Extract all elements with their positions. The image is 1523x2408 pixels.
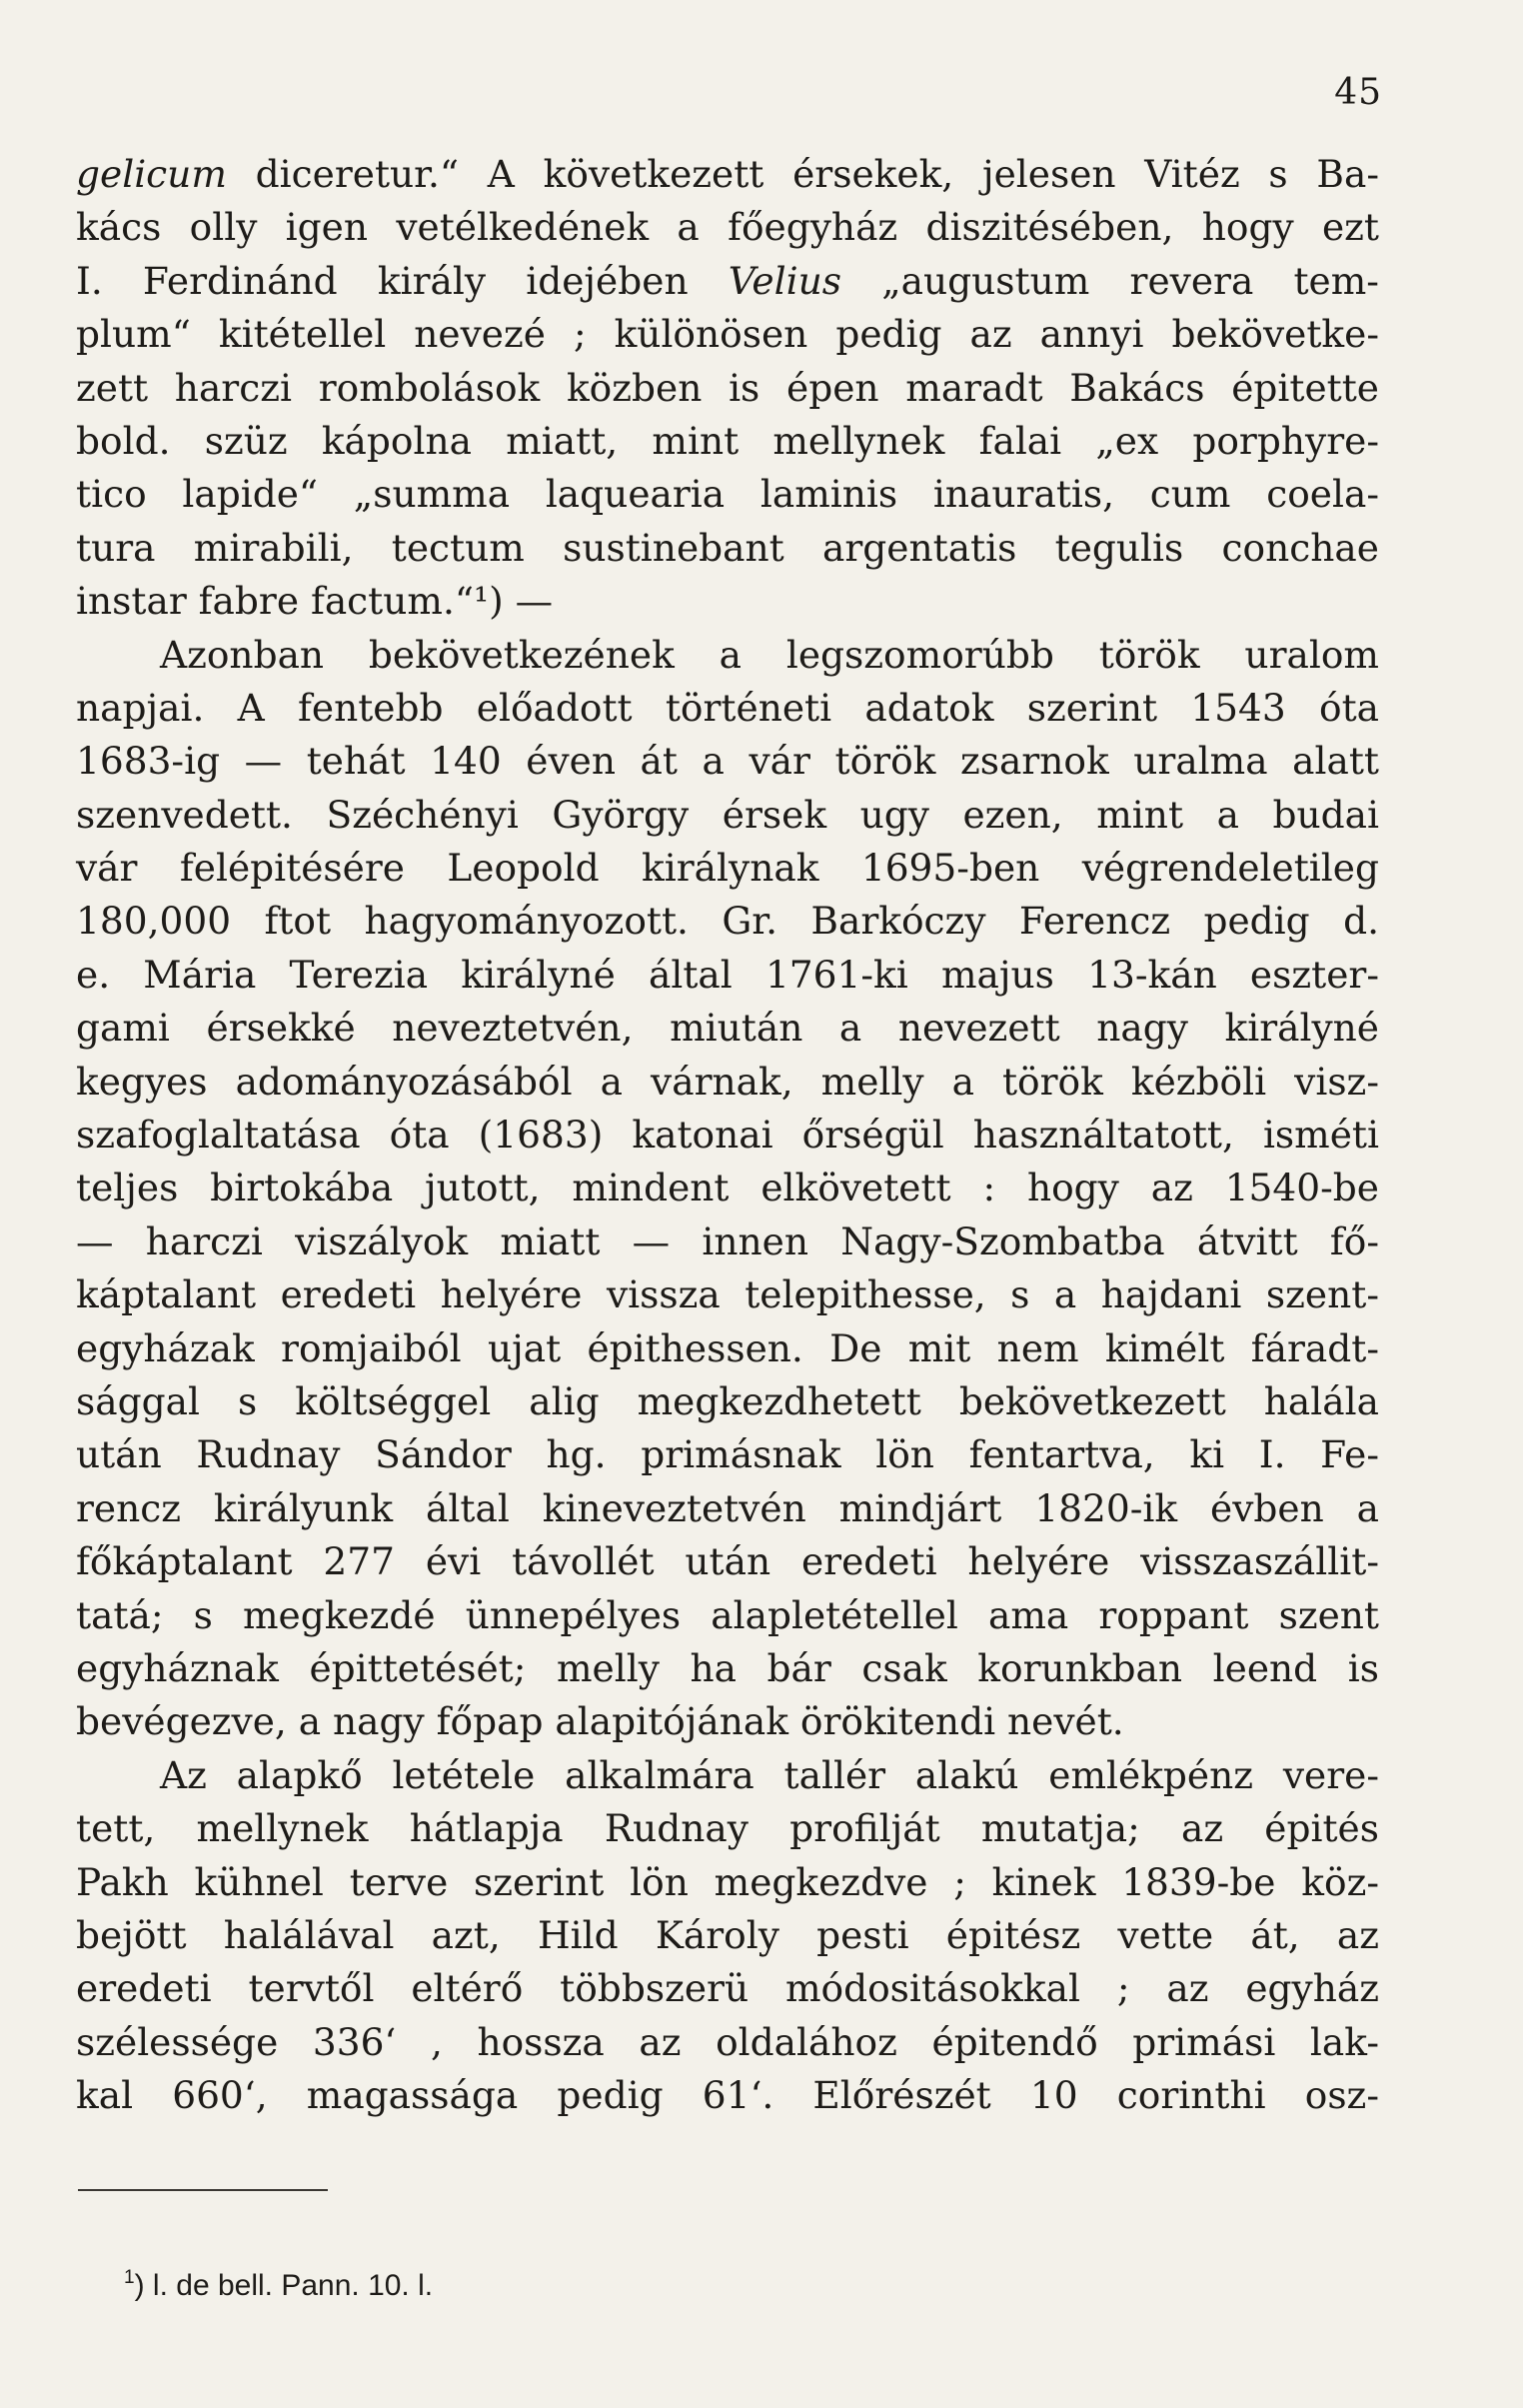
- text-line-27: főkáptalant 277 évi távollét után eredeti helyére visszaszállit-: [76, 1539, 1379, 1584]
- text-line-3-end: „augustum revera tem-: [841, 258, 1379, 303]
- text-line-31: Az alapkő letétele alkalmára tallér alakú emlékpénz vere-: [160, 1752, 1379, 1797]
- text-line-3-start: I. Ferdinánd király idejében: [76, 258, 729, 303]
- text-line-7: tico lapide“ „summa laquearia laminis inauratis, cum coela-: [76, 472, 1379, 517]
- text-line-30: bevégezve, a nagy főpap alapitójának örökitendi nevét.: [76, 1699, 1124, 1744]
- text-line-3: [76, 255, 1379, 308]
- text-line-15: 180,000 ftot hagyományozott. Gr. Barkóczy Ferencz pedig d.: [76, 899, 1379, 944]
- text-line-33: Pakh kühnel terve szerint lön megkezdve ; kinek 1839-be köz-: [76, 1859, 1379, 1904]
- text-line-23: egyházak romjaiból ujat épithessen. De mit nem kimélt fáradt-: [76, 1325, 1379, 1370]
- text-line-14: vár felépitésére Leopold királynak 1695-ben végrendeletileg: [76, 846, 1379, 891]
- footnote: [124, 2260, 433, 2304]
- footnote-text: l. de bell. Pann. 10. l.: [152, 2269, 434, 2302]
- footnote-marker: 1: [124, 2267, 135, 2288]
- page-number: 45: [1334, 72, 1382, 113]
- text-line-5: zett harczi rombolások közben is épen maradt Bakács épitette: [76, 365, 1379, 410]
- text-line-22: káptalant eredeti helyére vissza telepithesse, s a hajdani szent-: [76, 1272, 1379, 1317]
- text-line-19: szafoglaltatása óta (1683) katonai őrségül használtatott, isméti: [76, 1113, 1379, 1158]
- text-line-37: kal 660‘, magassága pedig 61‘. Előrészét 10 corinthi osz-: [76, 2073, 1379, 2118]
- text-line-8: tura mirabili, tectum sustinebant argentatis tegulis conchae: [76, 525, 1379, 570]
- text-line-32: tett, mellynek hátlapja Rudnay profilját mutatja; az épités: [76, 1806, 1379, 1851]
- text-line-25: után Rudnay Sándor hg. primásnak lön fentartva, ki I. Fe-: [76, 1432, 1379, 1477]
- text-line-35: eredeti tervtől eltérő többszerü módositásokkal ; az egyház: [76, 1966, 1379, 2011]
- text-line-11: napjai. A fentebb előadott történeti adatok szerint 1543 óta: [76, 685, 1379, 730]
- text-line-1-rest: diceretur.“ A következett érsekek, jelesen Vitéz s Ba-: [226, 152, 1379, 196]
- text-line-29: egyháznak épittetését; melly ha bár csak korunkban leend is: [76, 1645, 1379, 1690]
- text-line-6: bold. szüz kápolna miatt, mint mellynek falai „ex porphyre-: [76, 418, 1379, 463]
- italic-word-velius: Velius: [728, 258, 842, 303]
- text-line-1: [76, 148, 1379, 201]
- text-line-26: rencz királyunk által kineveztetvén mindjárt 1820-ik évben a: [76, 1485, 1379, 1530]
- text-line-17: gami érsekké neveztetvén, miután a nevezett nagy királyné: [76, 1006, 1379, 1051]
- text-line-2: kács olly igen vetélkedének a főegyház diszitésében, hogy ezt: [76, 205, 1379, 250]
- text-line-20: teljes birtokába jutott, mindent elkövetett : hogy az 1540-be: [76, 1166, 1379, 1210]
- text-line-12: 1683-ig — tehát 140 éven át a vár török zsarnok uralma alatt: [76, 739, 1379, 784]
- text-line-4: plum“ kitétellel nevezé ; különösen pedig az annyi bekövetke-: [76, 312, 1379, 357]
- text-line-28: tatá; s megkezdé ünnepélyes alapletétellel ama roppant szent: [76, 1592, 1379, 1637]
- text-line-9: instar fabre factum.“¹) —: [76, 579, 554, 624]
- text-line-10: Azonban bekövetkezének a legszomorúbb török uralom: [160, 632, 1379, 677]
- text-line-24: sággal s költséggel alig megkezdhetett bekövetkezett halála: [76, 1378, 1379, 1423]
- text-line-34: bejött halálával azt, Hild Károly pesti épitész vette át, az: [76, 1912, 1379, 1957]
- footnote-paren: ): [134, 2269, 145, 2302]
- text-line-16: e. Mária Terezia királyné által 1761-ki majus 13-kán eszter-: [76, 952, 1379, 997]
- text-line-21: — harczi viszályok miatt — innen Nagy-Szombatba átvitt fő-: [76, 1218, 1379, 1263]
- text-line-13: szenvedett. Széchényi György érsek ugy ezen, mint a budai: [76, 792, 1379, 837]
- text-line-18: kegyes adományozásából a várnak, melly a török kézböli visz-: [76, 1059, 1379, 1104]
- footnote-divider: [78, 2189, 328, 2191]
- italic-word-gelicum: gelicum: [76, 152, 227, 196]
- body-text: [76, 148, 1379, 2122]
- text-line-36: szélessége 336‘ , hossza az oldalához épitendő primási lak-: [76, 2019, 1379, 2064]
